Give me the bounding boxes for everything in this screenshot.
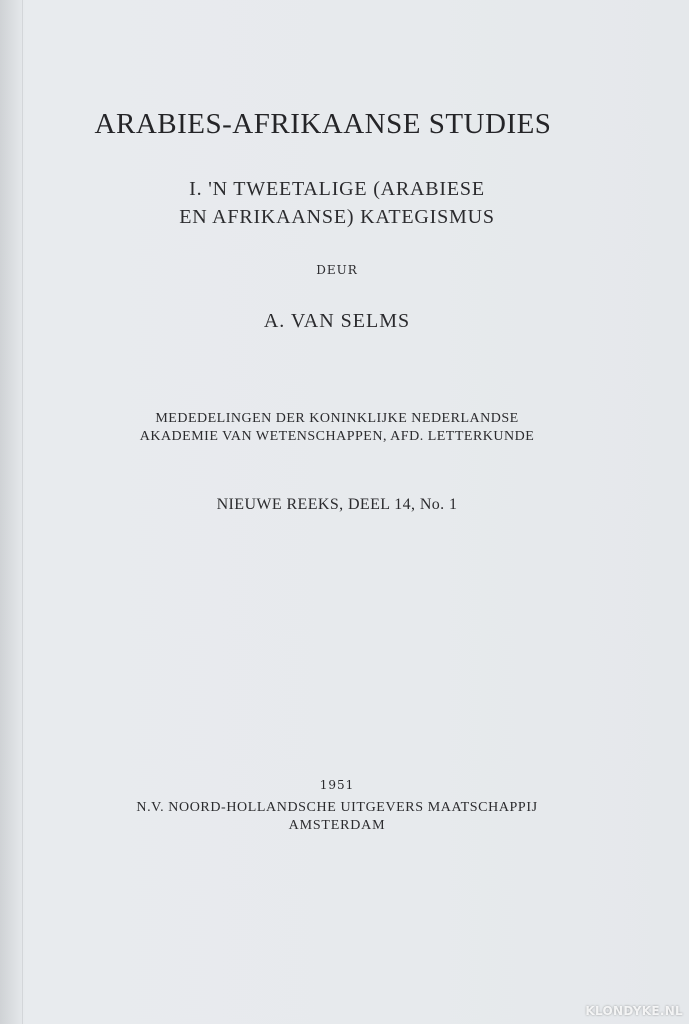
publisher-city: AMSTERDAM (288, 818, 386, 833)
series-volume: NIEUWE REEKS, DEEL 14, No. 1 (216, 496, 458, 513)
series-line-2: AKADEMIE VAN WETENSCHAPPEN, AFD. LETTERKUNDE (139, 429, 535, 444)
publisher-name: N.V. NOORD-HOLLANDSCHE UITGEVERS MAATSCHAPPIJ (136, 800, 538, 815)
series-line-1: MEDEDELINGEN DER KONINKLIJKE NEDERLANDSE (155, 411, 519, 426)
cover-subtitle-line-1: I. 'N TWEETALIGE (ARABIESE (189, 178, 485, 200)
cover-subtitle-line-2: EN AFRIKAANSE) KATEGISMUS (179, 206, 495, 228)
cover-title: ARABIES-AFRIKAANSE STUDIES (94, 108, 552, 140)
watermark: KLONDYKE.NL (585, 1004, 683, 1018)
publication-year: 1951 (319, 778, 355, 792)
by-label: DEUR (316, 263, 358, 277)
author-name: A. VAN SELMS (263, 310, 411, 332)
